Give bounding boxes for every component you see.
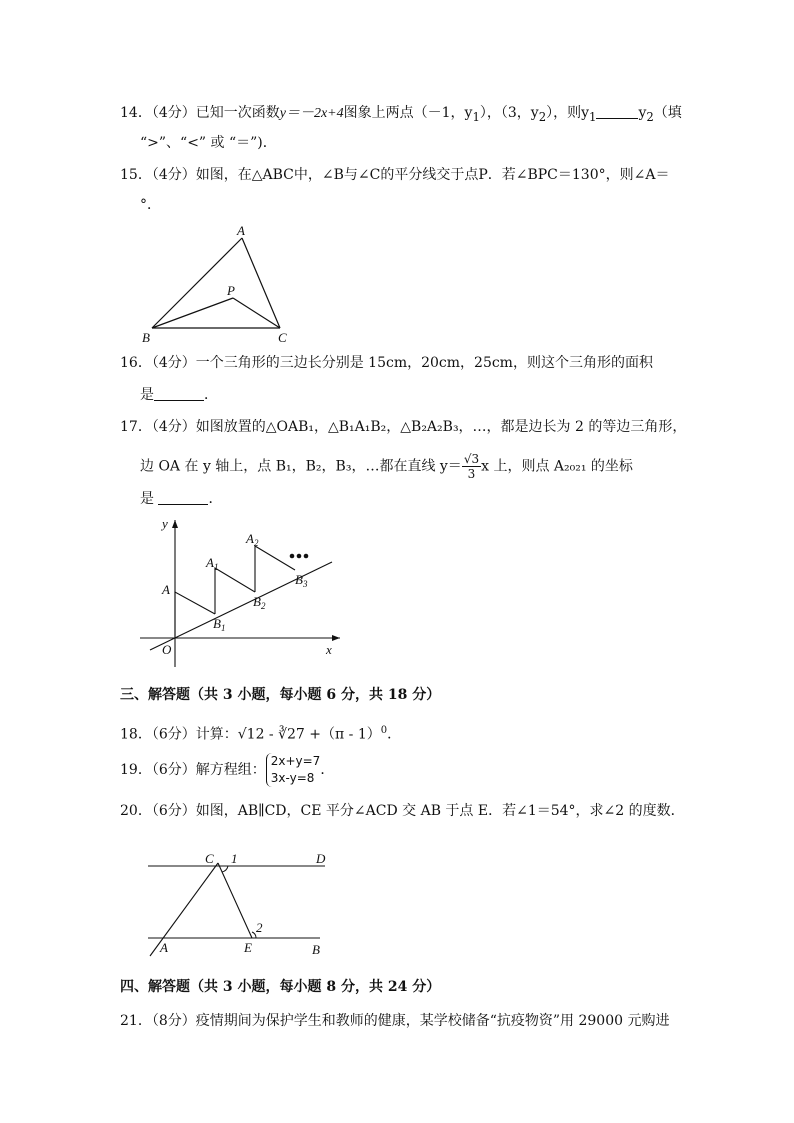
label-angle-2: 2 — [256, 920, 263, 935]
q16-text-b: ． — [204, 387, 218, 403]
segment-pc — [233, 298, 280, 328]
q16-line2 — [140, 386, 218, 404]
label-b3: $B_3$ — [295, 572, 308, 589]
q14-text-b: 图象上两点（－1，y — [343, 105, 473, 121]
y-axis-arrow — [172, 520, 178, 528]
label-a2: $A_2$ — [246, 531, 259, 548]
q19-line — [120, 750, 334, 790]
label-b: B — [142, 330, 150, 345]
q17-text-a: 边 OA 在 y 轴上，点 B₁，B₂，B₃，…都在直线 y＝ — [140, 458, 462, 475]
q17-line3 — [140, 490, 222, 508]
label-a: A — [160, 940, 168, 955]
q21-line: 21．（8分）疫情期间为保护学生和教师的健康，某学校储备“抗疫物资”用 29000 元购进 — [120, 1013, 670, 1029]
label-y: y — [162, 516, 168, 531]
label-b1: $B_1$ — [213, 616, 226, 633]
fraction-denominator: 3 — [467, 467, 476, 481]
label-x: x — [326, 642, 332, 657]
q16-text-a: 是 — [140, 387, 154, 403]
q19-equation-1: 2x+y=7 — [270, 754, 321, 768]
q16-answer-blank[interactable] — [154, 386, 204, 401]
triangle-oab1 — [175, 592, 215, 638]
q18-text: 18．（6分）计算： — [120, 726, 238, 743]
q14-text-e: y — [638, 105, 647, 121]
q17-answer-blank[interactable] — [158, 490, 208, 505]
q14-line1: 14．（4分）已知一次函数y＝－2x+4图象上两点（－1，$y_1$），（3，$y_2$），则$y_1$ $y_2$（填 — [120, 105, 682, 124]
q14-function: y＝－2x+4 — [279, 106, 344, 121]
q19-text: 19．（6分）解方程组： — [120, 762, 266, 778]
label-b: B — [312, 942, 320, 957]
q14-answer-blank[interactable] — [596, 104, 638, 119]
q17-coordinate-figure — [130, 512, 360, 672]
q18-exponent: 0 — [380, 725, 388, 736]
q17-text-b: x 上，则点 A₂₀₂₁ 的坐标 — [481, 458, 633, 475]
segment-ce — [218, 863, 252, 938]
label-p: P — [227, 283, 235, 298]
segment-ac — [242, 238, 280, 328]
section-3-heading: 三、解答题（共 3 小题，每小题 6 分，共 18 分） — [120, 687, 441, 703]
q19-end: ． — [320, 762, 335, 778]
x-axis-arrow — [332, 635, 340, 641]
label-b2: $B_2$ — [253, 594, 266, 611]
ellipsis-dot — [304, 554, 309, 559]
q14-line2: “>”、“<” 或 “＝”)． — [140, 135, 277, 151]
triangle-b2a2b3 — [255, 546, 295, 592]
label-angle-1: 1 — [231, 851, 238, 866]
label-c: C — [205, 851, 214, 866]
q19-equation-system — [266, 753, 321, 787]
q16-line1: 16．（4分）一个三角形的三边长分别是 15cm，20cm，25cm，则这个三角形的面积 — [120, 355, 653, 371]
label-o: O — [162, 642, 172, 657]
q15-line2: °． — [140, 197, 161, 213]
q15-triangle-figure — [130, 220, 300, 350]
q17-line2 — [140, 452, 633, 481]
q20-line: 20．（6分）如图，AB∥CD，CE 平分∠ACD 交 AB 于点 E．若∠1＝54°，求∠2 的度数． — [120, 803, 685, 819]
section-4-heading: 四、解答题（共 3 小题，每小题 8 分，共 24 分） — [120, 979, 441, 995]
triangle-b1a1b2 — [215, 568, 255, 614]
label-d: D — [316, 851, 326, 866]
angle-1-arc — [222, 866, 228, 872]
label-a: A — [237, 223, 245, 238]
label-a1: $A_1$ — [206, 555, 219, 572]
label-c: C — [278, 330, 287, 345]
label-e: E — [244, 940, 252, 955]
q18-line — [120, 722, 401, 744]
line-y-sqrt3-over-3-x — [150, 562, 332, 650]
q18-expression: √12 - ∛27 +（π - 1） — [237, 726, 381, 743]
ellipsis-dot — [290, 554, 295, 559]
label-a: A — [162, 582, 170, 597]
q18-end: ． — [387, 726, 402, 743]
segment-bp — [152, 298, 233, 328]
ellipsis-dot — [297, 554, 302, 559]
q14-text-f: （填 — [653, 105, 682, 121]
q17-fraction — [462, 452, 481, 481]
q17-line1: 17．（4分）如图放置的△OAB₁，△B₁A₁B₂，△B₂A₂B₃，…，都是边长为 2 的等边三角形， — [120, 419, 687, 435]
q17-text-c: 是 — [140, 491, 154, 507]
q14-text-a: 14．（4分）已知一次函数 — [120, 105, 280, 121]
q17-text-d: ． — [208, 491, 223, 507]
fraction-numerator: √3 — [463, 452, 480, 466]
q19-equation-2: 3x-y=8 — [270, 771, 315, 785]
q20-parallel-lines-figure — [140, 846, 340, 960]
q15-line1: 15．（4分）如图，在△ABC中，∠B与∠C的平分线交于点P．若∠BPC＝130°，则∠A＝ — [120, 167, 670, 183]
q14-text-d: ），则y — [546, 105, 590, 121]
q14-text-c: ），（3，y — [479, 105, 539, 121]
